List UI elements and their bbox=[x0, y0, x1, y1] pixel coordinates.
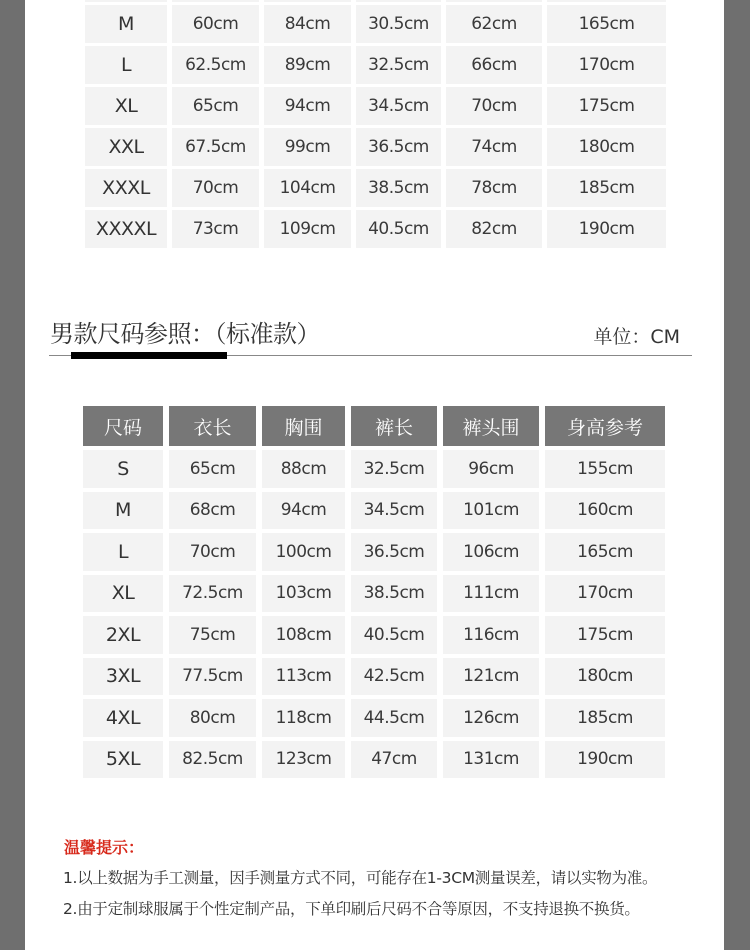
men-table-value-cell: 131cm bbox=[443, 741, 539, 779]
unit-label: 单位：CM bbox=[593, 326, 680, 348]
men-table-value-cell: 88cm bbox=[262, 450, 345, 488]
men-table-value-cell: 108cm bbox=[262, 616, 345, 654]
top-table-value-cell: 65cm bbox=[172, 87, 259, 125]
size-table-top bbox=[85, 0, 666, 248]
top-table-size-cell bbox=[85, 0, 167, 2]
men-table-value-cell: 72.5cm bbox=[169, 575, 256, 613]
header-cell: 裤长 bbox=[351, 406, 437, 446]
header-cell: 尺码 bbox=[83, 406, 163, 446]
men-table-value-cell: 106cm bbox=[443, 533, 539, 571]
men-table-value-cell: 180cm bbox=[545, 658, 665, 696]
top-table-value-cell: 89cm bbox=[264, 46, 351, 84]
size-chart-page bbox=[25, 0, 724, 950]
header-cell: 衣长 bbox=[169, 406, 256, 446]
tip-item-2: 2.由于定制球服属于个性定制产品，下单印刷后尺码不合等原因，不支持退换不换货。 bbox=[63, 900, 640, 918]
top-table-value-cell: 165cm bbox=[547, 5, 666, 43]
men-table-value-cell: 80cm bbox=[169, 699, 256, 737]
men-table-size-cell: 3XL bbox=[83, 658, 163, 696]
top-table-value-cell bbox=[172, 0, 259, 2]
men-table-value-cell: 170cm bbox=[545, 575, 665, 613]
men-table-size-cell: L bbox=[83, 533, 163, 571]
men-table-value-cell: 68cm bbox=[169, 492, 256, 530]
top-table-value-cell: 32.5cm bbox=[356, 46, 441, 84]
men-table-value-cell: 126cm bbox=[443, 699, 539, 737]
top-table-size-cell: XXXL bbox=[85, 169, 167, 207]
men-table-value-cell: 103cm bbox=[262, 575, 345, 613]
top-table-value-cell: 84cm bbox=[264, 5, 351, 43]
top-table-value-cell: 190cm bbox=[547, 210, 666, 248]
top-table-value-cell: 67.5cm bbox=[172, 128, 259, 166]
top-table-size-cell: XXL bbox=[85, 128, 167, 166]
men-table-value-cell: 96cm bbox=[443, 450, 539, 488]
men-table-value-cell: 70cm bbox=[169, 533, 256, 571]
tips-title: 温馨提示： bbox=[64, 838, 145, 857]
top-table-size-cell: M bbox=[85, 5, 167, 43]
header-cell: 胸围 bbox=[262, 406, 345, 446]
men-table-value-cell: 94cm bbox=[262, 492, 345, 530]
top-table-value-cell bbox=[547, 0, 666, 2]
men-table-size-cell: 2XL bbox=[83, 616, 163, 654]
men-table-value-cell: 121cm bbox=[443, 658, 539, 696]
men-table-value-cell: 118cm bbox=[262, 699, 345, 737]
men-table-value-cell: 185cm bbox=[545, 699, 665, 737]
top-table-value-cell: 66cm bbox=[446, 46, 542, 84]
top-table-value-cell: 185cm bbox=[547, 169, 666, 207]
men-table-value-cell: 155cm bbox=[545, 450, 665, 488]
men-table-size-cell: 4XL bbox=[83, 699, 163, 737]
men-table-value-cell: 65cm bbox=[169, 450, 256, 488]
men-table-value-cell: 32.5cm bbox=[351, 450, 437, 488]
top-table-value-cell: 94cm bbox=[264, 87, 351, 125]
men-table-size-cell: 5XL bbox=[83, 741, 163, 779]
top-table-value-cell: 62.5cm bbox=[172, 46, 259, 84]
top-table-value-cell: 175cm bbox=[547, 87, 666, 125]
top-table-value-cell: 109cm bbox=[264, 210, 351, 248]
top-table-value-cell: 40.5cm bbox=[356, 210, 441, 248]
top-table-value-cell: 60cm bbox=[172, 5, 259, 43]
tip-item-1: 1.以上数据为手工测量，因手测量方式不同，可能存在1-3CM测量误差，请以实物为准。 bbox=[63, 869, 658, 887]
men-table-value-cell: 165cm bbox=[545, 533, 665, 571]
men-table-size-cell: XL bbox=[83, 575, 163, 613]
men-table-value-cell: 160cm bbox=[545, 492, 665, 530]
men-table-value-cell: 101cm bbox=[443, 492, 539, 530]
top-table-value-cell: 82cm bbox=[446, 210, 542, 248]
men-table-size-cell: S bbox=[83, 450, 163, 488]
men-table-value-cell: 77.5cm bbox=[169, 658, 256, 696]
men-table-value-cell: 40.5cm bbox=[351, 616, 437, 654]
men-table-value-cell: 100cm bbox=[262, 533, 345, 571]
men-table-value-cell: 42.5cm bbox=[351, 658, 437, 696]
top-table-value-cell: 170cm bbox=[547, 46, 666, 84]
top-table-size-cell: XXXXL bbox=[85, 210, 167, 248]
top-table-value-cell: 70cm bbox=[172, 169, 259, 207]
men-table-value-cell: 175cm bbox=[545, 616, 665, 654]
men-table-value-cell: 75cm bbox=[169, 616, 256, 654]
header-cell: 身高参考 bbox=[545, 406, 665, 446]
men-table-value-cell: 111cm bbox=[443, 575, 539, 613]
men-table-value-cell: 36.5cm bbox=[351, 533, 437, 571]
top-table-value-cell: 180cm bbox=[547, 128, 666, 166]
top-table-value-cell: 104cm bbox=[264, 169, 351, 207]
men-table-value-cell: 47cm bbox=[351, 741, 437, 779]
men-table-value-cell: 34.5cm bbox=[351, 492, 437, 530]
men-table-value-cell: 113cm bbox=[262, 658, 345, 696]
top-table-value-cell: 30.5cm bbox=[356, 5, 441, 43]
top-table-size-cell: L bbox=[85, 46, 167, 84]
men-table-size-cell: M bbox=[83, 492, 163, 530]
top-table-value-cell: 70cm bbox=[446, 87, 542, 125]
top-table-size-cell: XL bbox=[85, 87, 167, 125]
men-table-value-cell: 123cm bbox=[262, 741, 345, 779]
top-table-value-cell bbox=[264, 0, 351, 2]
top-table-value-cell: 73cm bbox=[172, 210, 259, 248]
top-table-value-cell: 78cm bbox=[446, 169, 542, 207]
top-table-value-cell: 62cm bbox=[446, 5, 542, 43]
top-table-value-cell bbox=[356, 0, 441, 2]
top-table-value-cell bbox=[446, 0, 542, 2]
men-table-value-cell: 38.5cm bbox=[351, 575, 437, 613]
men-table-value-cell: 82.5cm bbox=[169, 741, 256, 779]
top-table-value-cell: 36.5cm bbox=[356, 128, 441, 166]
men-size-title: 男款尺码参照：（标准款） bbox=[50, 320, 320, 348]
top-table-value-cell: 34.5cm bbox=[356, 87, 441, 125]
header-cell: 裤头围 bbox=[443, 406, 539, 446]
top-table-value-cell: 74cm bbox=[446, 128, 542, 166]
men-table-value-cell: 190cm bbox=[545, 741, 665, 779]
men-table-value-cell: 116cm bbox=[443, 616, 539, 654]
top-table-value-cell: 38.5cm bbox=[356, 169, 441, 207]
title-accent-bar bbox=[71, 352, 227, 359]
men-size-table bbox=[83, 406, 665, 778]
top-table-value-cell: 99cm bbox=[264, 128, 351, 166]
men-table-value-cell: 44.5cm bbox=[351, 699, 437, 737]
